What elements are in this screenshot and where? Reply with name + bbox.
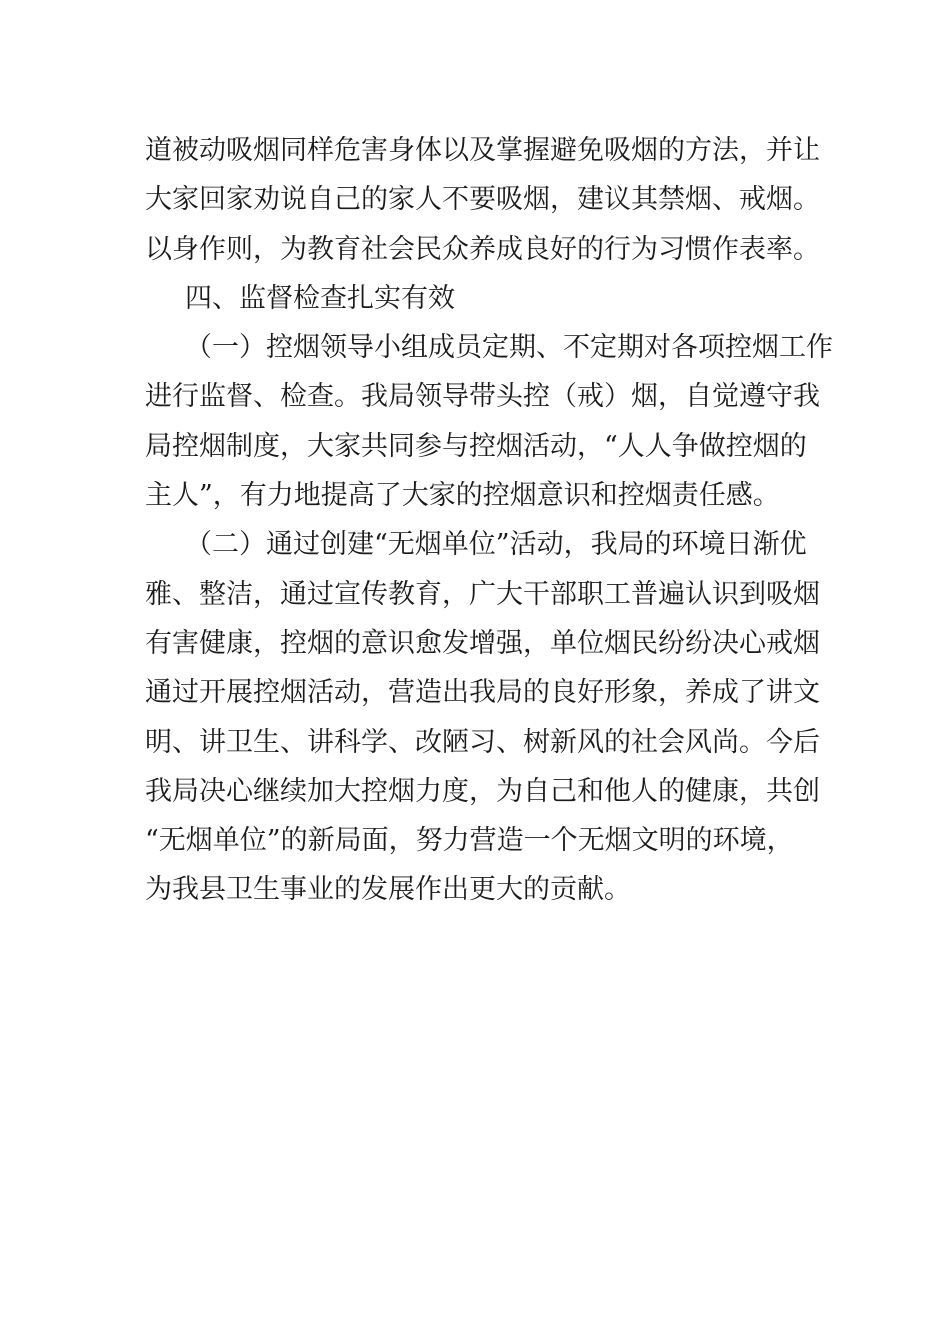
text-line: 四、监督检查扎实有效 xyxy=(185,282,455,314)
body-text xyxy=(145,126,833,915)
text-line: 进行监督、检查。我局领导带头控（戒）烟，自觉遵守我 xyxy=(145,381,820,413)
text-line: 为我县卫生事业的发展作出更大的贡献。 xyxy=(145,874,631,906)
text-line: 雅、整洁，通过宣传教育，广大干部职工普遍认识到吸烟 xyxy=(145,578,820,610)
text-line: （二）通过创建“无烟单位”活动，我局的环境日渐优 xyxy=(185,529,807,561)
text-line: 通过开展控烟活动，营造出我局的良好形象，养成了讲文 xyxy=(145,677,820,709)
text-line: 明、讲卫生、讲科学、改陋习、树新风的社会风尚。今后 xyxy=(145,726,820,758)
text-line: 有害健康，控烟的意识愈发增强，单位烟民纷纷决心戒烟 xyxy=(145,627,820,659)
text-line: “无烟单位”的新局面，努力营造一个无烟文明的环境， xyxy=(145,825,794,857)
text-line: 以身作则，为教育社会民众养成良好的行为习惯作表率。 xyxy=(145,233,820,265)
text-line: 大家回家劝说自己的家人不要吸烟，建议其禁烟、戒烟。 xyxy=(145,184,820,216)
text-line: 局控烟制度，大家共同参与控烟活动，“人人争做控烟的 xyxy=(145,430,807,462)
text-line: （一）控烟领导小组成员定期、不定期对各项控烟工作 xyxy=(185,332,833,364)
text-line: 主人”，有力地提高了大家的控烟意识和控烟责任感。 xyxy=(145,480,780,512)
text-line: 道被动吸烟同样危害身体以及掌握避免吸烟的方法，并让 xyxy=(145,135,820,166)
text-line: 我局决心继续加大控烟力度，为自己和他人的健康，共创 xyxy=(145,775,820,807)
